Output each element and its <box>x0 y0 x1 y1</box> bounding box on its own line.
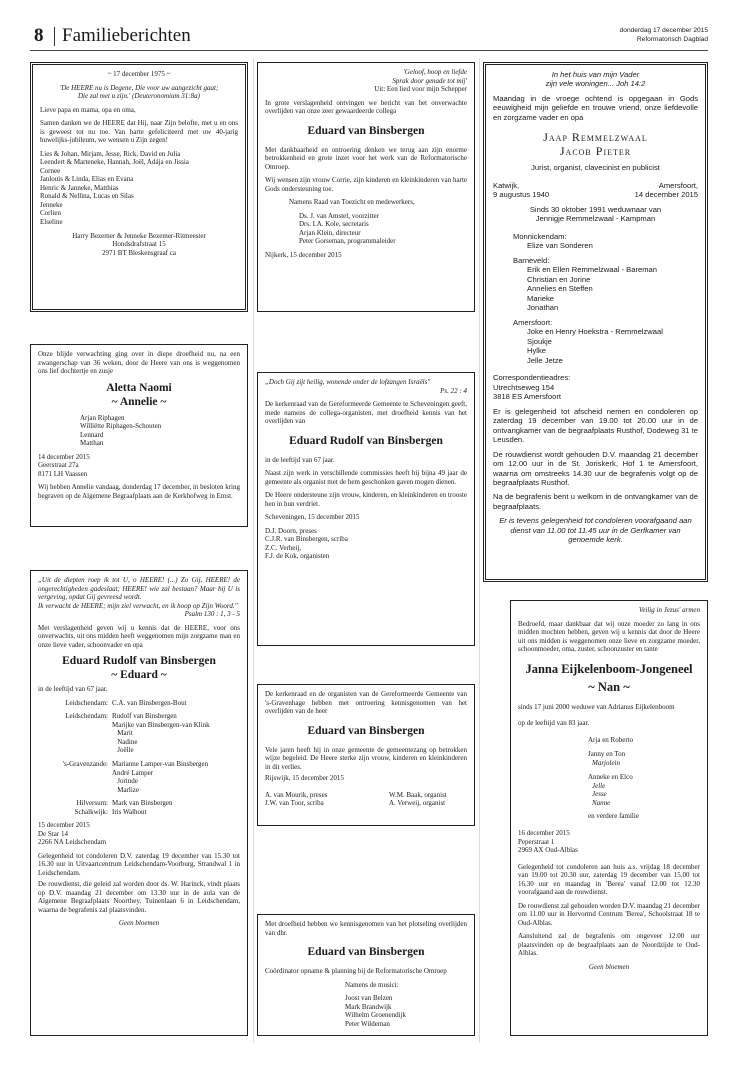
notice-date: 14 december 2015 <box>38 452 90 461</box>
condolence-info: Er is gelegenheid tot afscheid nemen en condoleren op zaterdag 19 december van 19.00 tot 20.00 uur in de ontvangkamer van de begraafplaats Rusthof, Dodeweg 31 te Leusden. <box>493 406 698 445</box>
family-list <box>40 150 238 227</box>
anniversary-text: Samen danken we de HEERE dat Hij, naar Zijn belofte, met u en ons is geweest tot nu toe. Van harte gefeliciteerd met uw 40-jarig huwelijks-jubileum, we wensen u Zijn zegen! <box>40 119 238 145</box>
family-place <box>46 738 108 747</box>
family-line: Marieke <box>527 293 555 303</box>
notice-text: Met droefheid hebben we kennisgenomen van het plotseling overlijden van dhr. <box>265 920 467 937</box>
notice-text: Met verslagenheid geven wij u kennis dat de HEERE, voor ons onverwachts, uit ons midden heeft weggenomen mijn zorgzame man en onze lieve vader, schoonvader en opa <box>38 623 240 649</box>
scripture-quote: „Uit de diepten roep ik tot U, o HEERE! (...) Zo Gij, HEERE! de ongerechtigheden gadeslaat; HEERE! wie zal bestaan? Maar bij U is vergeving, opdat Gij gevreesd wordt. <box>38 576 240 602</box>
signatory: J.W. van Toor, scriba <box>265 799 324 808</box>
family-list <box>493 232 698 365</box>
scripture-reference: Ps. 22 : 4 <box>440 386 467 395</box>
family-line: Hylke <box>527 346 546 356</box>
no-flowers-note: Geen bloemen <box>118 919 160 928</box>
widower-line: Jennigje Remmelzwaal - Kampman <box>535 214 656 224</box>
deceased-name: Jaap Remmelzwaal <box>543 130 648 145</box>
column-separator <box>253 58 254 1043</box>
signatory-row <box>265 791 467 800</box>
deceased-name: Eduard van Binsbergen <box>307 724 425 737</box>
family-place <box>46 721 108 730</box>
place-row <box>493 181 698 190</box>
death-place: Amersfoort, <box>658 180 698 190</box>
deceased-name: Eduard Rudolf van Binsbergen <box>62 655 216 668</box>
deceased-nickname: ~ Annelie ~ <box>111 395 167 408</box>
notice-text: Wij hebben Annelie vandaag, donderdag 17 december, in besloten kring begraven op de Algemene Begraafplaats aan de Kerkhofweg in Emst. <box>38 483 240 500</box>
family-line: Elseline <box>40 217 63 226</box>
family-place <box>46 729 108 738</box>
more-family: en verdere familie <box>588 812 639 821</box>
family-row <box>46 712 240 721</box>
family-row <box>46 786 240 795</box>
family-row <box>46 738 240 747</box>
scripture-reference: Psalm 130 : 1, 3 - 5 <box>184 610 240 619</box>
notice-date: 15 december 2015 <box>38 821 90 830</box>
family-list <box>38 414 240 448</box>
address-city: 2969 AX Oud-Alblas <box>518 846 578 855</box>
deceased-age: in de leeftijd van 67 jaar. <box>38 685 108 694</box>
family-member: Marit <box>112 729 133 738</box>
funeral-info: De rouwdienst zal gehouden worden D.V. maandag 21 december om 11.00 uur in Hervormd Centrum 'Berea', Schoolstraat 18 te Oud-Alblas. <box>518 901 700 927</box>
paper-name: Reformatorisch Dagblad <box>636 36 708 43</box>
family-member: Marijke van Binsbergen-van Klink <box>112 720 210 729</box>
signatory: W.M. Baak, organist <box>389 790 447 799</box>
deceased-age: op de leeftijd van 83 jaar. <box>518 719 590 728</box>
notice-intro: Onze blijde verwachting ging over in diepe droefheid nu, na een zwangerschap van 36 weken, door de Heere van ons is weggenomen ons lief dochtertje en zusje <box>38 350 240 376</box>
signatory: Drs. I.A. Kole, secretaris <box>299 220 369 229</box>
signature-intro: Namens de musici: <box>345 980 399 989</box>
notice-text: Met dankbaarheid en ontroering denken we terug aan zijn enorme betrokkenheid en grote inzet voor het werk van de Reformatorische Omroep. <box>265 145 467 171</box>
family-place: Monnickendam: <box>513 231 567 241</box>
notice-text: Vele jaren heeft hij in onze gemeente de gemeentezang op betrokken wijze begeleid. De Heere sterke zijn vrouw, kinderen en kleinkinderen in dit verlies. <box>265 745 467 771</box>
family-line: Williëtte Riphagen-Schouten <box>80 422 162 431</box>
family-line: Jenneke <box>40 200 63 209</box>
signatory: A. van Mourik, preses <box>265 790 328 799</box>
quote-line: Sprak door genade tot mij' <box>392 76 467 85</box>
family-member: Iris Walhout <box>112 807 147 816</box>
family-member: André Lamper <box>112 768 154 777</box>
condolence-info: Gelegenheid tot condoleren D.V. zaterdag 19 december van 15.30 tot 16.30 uur in Uitvaartcentrum Leidschendam-Voorburg, Strandwal 1 in Leidschendam. <box>38 851 240 877</box>
signatory: Joost van Belzen <box>345 994 393 1003</box>
scripture-quote: Ik verwacht de HEERE; mijn ziel verwacht, en ik hoop op Zijn Woord." <box>38 601 238 610</box>
birth-death-notice <box>30 344 248 527</box>
family-place <box>46 769 108 778</box>
widow-line: sinds 17 juni 2000 weduwe van Adrianus Eijkelenboom <box>518 702 675 711</box>
address-street: Hondsdrafstraat 15 <box>112 240 166 249</box>
header-rule <box>30 50 708 51</box>
family-line: Matthan <box>80 439 104 448</box>
address-street: Peperstraat 1 <box>518 837 555 846</box>
header-divider <box>54 27 55 46</box>
signatory-row <box>265 799 467 808</box>
family-place: Hilversum: <box>76 799 108 808</box>
signatory: A. Verweij, organist <box>389 799 446 808</box>
family-table <box>38 699 240 816</box>
deceased-age: in de leeftijd van 67 jaar. <box>265 455 335 464</box>
family-row <box>46 699 240 708</box>
family-line: Jelle Jetze <box>527 355 563 365</box>
place-date: Rijswijk, 15 december 2015 <box>265 774 344 783</box>
notice-text: Maandag in de vroege ochtend is opgegaan in Gods eeuwigheid mijn geliefde en trouwe vriend, onze liefdevolle en zorgzame vader en opa <box>493 93 698 122</box>
colleague-notice <box>257 62 475 312</box>
condolence-info: Gelegenheid tot condoleren aan huis a.s. vrijdag 18 december van 19.00 tot 20.30 uur, zaterdag 19 december van 15.00 tot 16.30 uur en maandag in 'Berea' vanaf 12.00 tot 12.30 voorafgaand aan de rouwdienst. <box>518 862 700 897</box>
family-row <box>46 769 240 778</box>
death-notice-remmelzwaal <box>483 62 708 582</box>
column-separator <box>479 58 480 1043</box>
family-place: Amersfoort: <box>513 317 553 327</box>
family-line: Arjan Riphagen <box>80 413 125 422</box>
signatory: Wilhelm Groenendijk <box>345 1011 406 1020</box>
scripture-quote: „Doch Gij zijt heilig, wonende onder de lofzangen Israëls" <box>265 378 431 386</box>
family-member: Joëlle <box>112 746 134 755</box>
deceased-role: Coördinator opname & planning bij de Reformatorische Omroep <box>265 967 447 976</box>
welcome-info: Na de begrafenis bent u welkom in de ontvangkamer van de begraafplaats. <box>493 492 698 511</box>
funeral-info: De rouwdienst wordt gehouden D.V. maandag 21 december om 12.00 uur in de St. Joriskerk, Hof 1 te Amersfoort, waarna om omstreeks 14.30 uur de begrafenis volgt op de begraafplaats Rusthof. <box>493 449 698 487</box>
address-street: Utrechtseweg 154 <box>493 382 555 392</box>
deceased-name: Eduard Rudolf van Binsbergen <box>289 434 443 447</box>
deceased-nickname: ~ Eduard ~ <box>111 669 167 682</box>
family-member: C.A. van Binsbergen-Bout <box>112 698 187 707</box>
address-city: 2266 NA Leidschendam <box>38 838 107 847</box>
family-place <box>46 777 108 786</box>
signatory: Peter Gorseman, programmaleider <box>299 237 396 246</box>
family-line: Annelies en Steffen <box>527 284 593 294</box>
family-line: Corlien <box>40 209 61 218</box>
anniversary-notice <box>30 62 248 312</box>
correspondence-label: Correspondentieadres: <box>493 373 571 383</box>
family-member: Marlize <box>112 785 140 794</box>
family-line: Ronald & Nellina, Lucas en Silas <box>40 192 134 201</box>
family-line: Henric & Janneke, Matthias <box>40 183 119 192</box>
family-member: Rudolf van Binsbergen <box>112 712 177 721</box>
death-date: 14 december 2015 <box>634 190 698 200</box>
birth-date: 9 augustus 1940 <box>493 190 550 200</box>
signature-intro: Namens Raad van Toezicht en medewerkers, <box>289 198 415 207</box>
deceased-given-names: Jacob Pieter <box>559 144 632 159</box>
family-line: Lennard <box>80 430 104 439</box>
signatory: Peter Wildeman <box>345 1019 390 1028</box>
widower-line: Sinds 30 oktober 1991 weduwnaar van <box>529 204 662 214</box>
family-place <box>46 746 108 755</box>
deceased-name: Eduard van Binsbergen <box>307 946 425 959</box>
quote-line: Die zal met u zijn.' (Deuteronomium 31:8a) <box>78 92 200 101</box>
issue-date: donderdag 17 december 2015 <box>619 27 708 34</box>
no-flowers-note: Geen bloemen <box>588 962 630 971</box>
notice-text: Wij wensen zijn vrouw Corrie, zijn kinderen en kleinkinderen van harte Gods ondersteuning toe. <box>265 176 467 193</box>
anniversary-date: ~ 17 december 1975 ~ <box>107 70 171 78</box>
family-row <box>46 799 240 808</box>
section-title: Familieberichten <box>62 25 191 46</box>
family-line: Joke en Henry Hoekstra - Remmelzwaal <box>527 327 663 337</box>
family-line: Janlouis & Linda, Elias en Evana <box>40 175 134 184</box>
quote-line: In het huis van mijn Vader <box>551 70 640 79</box>
family-member: Nadine <box>112 737 138 746</box>
notice-text: Bedroefd, maar dankbaar dat wij onze moeder zo lang in ons midden mochten hebben, geven wij u kennis dat door de Heere uit ons midden is weggenomen onze lieve en zorgzame moeder, schoonmoeder, oma, zuster, schoonzuster en tante <box>518 619 700 654</box>
family-line: Leendert & Marteneke, Hannah, Joël, Adája en Jissia <box>40 158 189 167</box>
family-group <box>513 327 698 365</box>
notice-text: In grote verslagenheid ontvingen we bericht van het onverwachte overlijden van onze zeer gewaardeerde collega <box>265 98 467 116</box>
family-line: Lies & Johan, Mirjam, Jesse, Rick, David en Julia <box>40 149 181 158</box>
greeting: Lieve papa en mama, opa en oma, <box>40 105 136 114</box>
family-line: Elize van Sonderen <box>527 241 593 251</box>
family-place: Leidschendam: <box>65 712 108 721</box>
address-city: 2971 BT Bleskensgraaf ca <box>102 248 176 257</box>
address-name: Harry Bezemer & Jenneke Bezemer-Ritmeester <box>72 231 206 240</box>
deceased-name: Eduard van Binsbergen <box>307 124 425 137</box>
family-place: 's-Gravenzande: <box>62 759 108 768</box>
family-member: Jorinde <box>112 777 138 786</box>
address-street: De Star 14 <box>38 829 68 838</box>
deceased-name: Janna Eijkelenboom-Jongeneel <box>525 661 693 676</box>
burial-info: Aansluitend zal de begrafenis om ongeveer 12.00 uur plaatsvinden op de begraafplaats aan de Noordzijde te Oud-Alblas. <box>518 932 700 958</box>
death-notice-family <box>30 570 248 1036</box>
address-street: Geerstraat 27a <box>38 461 79 470</box>
signatory: C.J.R. van Binsbergen, scriba <box>265 535 348 544</box>
family-line: Jonathan <box>527 303 559 313</box>
deceased-role: Jurist, organist, clavecinist en publicist <box>531 163 660 173</box>
signatory: Ds. J. van Amstel, voorzitter <box>299 211 379 220</box>
notice-text: Naast zijn werk in verschillende commissies heeft hij bijna 49 jaar de gemeente als organist met de hem geschonken gaven mogen dienen. <box>265 469 467 486</box>
notice-text: De kerkenraad van de Gereformeerde Gemeente te Scheveningen geeft, mede namens de collega-organisten, met droefheid kennis van het overlijden van <box>265 400 467 426</box>
family-list <box>518 736 700 821</box>
quote-source: Uit: Een lied voor mijn Schepper <box>374 85 467 94</box>
page-header <box>30 24 708 52</box>
signatory: Mark Brandwijk <box>345 1002 392 1011</box>
musicians-notice <box>257 914 475 1036</box>
family-line: Janny en Ton <box>588 750 626 759</box>
signatory: D.J. Doorn, preses <box>265 526 317 535</box>
family-line: Christian en Jorine <box>527 274 591 284</box>
place-date: Nijkerk, 15 december 2015 <box>265 250 342 259</box>
deceased-nickname: ~ Nan ~ <box>588 679 630 694</box>
family-group <box>513 265 698 312</box>
family-place: Barneveld: <box>513 255 550 265</box>
family-line: Cornee <box>40 166 61 175</box>
family-row <box>46 721 240 730</box>
death-notice-eijkelenboom <box>510 600 708 1036</box>
deceased-name: Aletta Naomi <box>106 381 172 394</box>
family-line: Anneke en Elco <box>588 773 633 782</box>
signatory: F.J. de Kok, organisten <box>265 552 330 561</box>
signatories <box>265 994 467 1028</box>
quote-line: 'Geloof, hoop en liefde <box>403 68 467 76</box>
family-line: Nanne <box>592 798 611 807</box>
quote-line: 'De HEERE nu is Degene, Die voor uw aangezicht gaat; <box>59 83 219 92</box>
signatories <box>265 212 467 246</box>
family-place: Leidschendam: <box>65 698 108 707</box>
place-date: Scheveningen, 15 december 2015 <box>265 513 360 522</box>
date-row <box>493 190 698 199</box>
family-row <box>46 777 240 786</box>
signatory: Z.C. Verheij, <box>265 543 302 552</box>
family-line: Marjolein <box>592 758 620 767</box>
family-line: Sjoukje <box>527 336 552 346</box>
family-row <box>46 808 240 817</box>
church-notice-scheveningen <box>257 372 475 646</box>
family-row <box>46 746 240 755</box>
extra-condolence-info: Er is tevens gelegenheid tot condoleren voorafgaand aan dienst van 11.00 tot 11.45 uur in de Gerfkamer van genoemde kerk. <box>499 516 692 545</box>
family-line: Jesse <box>592 790 607 799</box>
family-member: Mark van Binsbergen <box>112 799 173 808</box>
header-date-block <box>620 26 708 44</box>
family-row <box>46 760 240 769</box>
notice-date: 16 december 2015 <box>518 828 570 837</box>
signatories <box>265 527 467 561</box>
funeral-info: De rouwdienst, die geleid zal worden door ds. W. Harinck, vindt plaats op D.V. maandag 21 december om 13.30 uur in de aula van de Algemene Begraafplaats Noorthey, Tuinenlaan 6 in Leidschendam, waarna de begrafenis zal plaatsvinden. <box>38 880 240 914</box>
family-line: Jelle <box>592 781 606 790</box>
family-row <box>46 729 240 738</box>
address-city: 8171 LH Vaassen <box>38 469 88 478</box>
family-line: Erik en Ellen Remmelzwaal - Bareman <box>527 265 657 275</box>
signatory: Arjan Klein, directeur <box>299 228 361 237</box>
family-place <box>46 786 108 795</box>
quote-line: zijn vele woningen... Joh 14:2 <box>545 79 646 89</box>
family-place: Schalkwijk: <box>74 807 108 816</box>
family-line: Arja en Roberto <box>588 735 634 744</box>
address-city: 3818 ES Amersfoort <box>493 392 561 402</box>
notice-text: De kerkenraad en de organisten van de Gereformeerde Gemeente van 's-Gravenhage hebben met ontroering kennisgenomen van het overlijden van de heer <box>265 690 467 716</box>
family-member: Marianne Lamper-van Binsbergen <box>112 759 209 768</box>
church-notice-gravenhage <box>257 684 475 826</box>
quote-line: Veilig in Jezus' armen <box>638 606 700 614</box>
page-number: 8 <box>34 25 44 46</box>
notice-text: De Heere ondersteune zijn vrouw, kinderen, en kleinkinderen en trooste hen in hun verdriet. <box>265 491 467 508</box>
birth-place: Katwijk, <box>493 180 520 190</box>
